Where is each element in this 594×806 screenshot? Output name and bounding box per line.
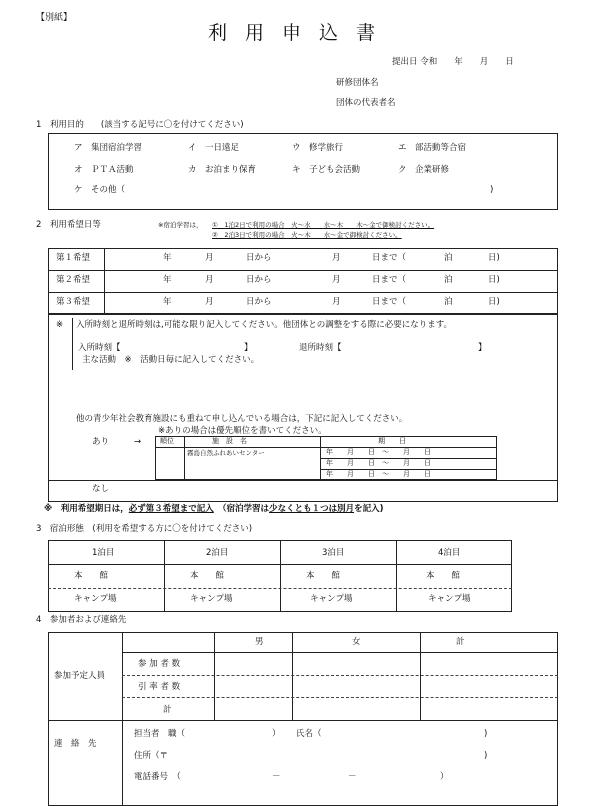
footnote-e: を記入): [354, 504, 384, 514]
night-4-header: 4泊目: [438, 548, 461, 558]
purpose-other-close: ): [490, 185, 494, 195]
address-close: ): [484, 751, 488, 761]
col-female: 女: [352, 637, 361, 647]
wish-1-month-end[interactable]: 月: [332, 253, 341, 263]
purpose-option-ki[interactable]: キ 子ども会活動: [292, 165, 361, 175]
purpose-option-o[interactable]: オ ＰＴＡ活動: [74, 165, 134, 175]
no-label[interactable]: なし: [92, 484, 110, 494]
wish-1-days[interactable]: 日): [488, 253, 500, 263]
wish-3-day-until[interactable]: 日まで（: [372, 297, 407, 307]
section4-heading: 4 参加者および連絡先: [36, 615, 127, 625]
time-note-asterisk: ※: [56, 320, 64, 330]
wish-1-label: 第１希望: [56, 253, 91, 263]
stay-note-prefix: ※宿泊学習は，: [158, 221, 203, 229]
phone-dash-1: －: [272, 772, 281, 782]
wish-2-label: 第２希望: [56, 275, 91, 285]
stay-note-1: ① 1泊2日で利用の場合 火～水 水～木 木～金で御検討ください。: [212, 221, 435, 229]
wish-3-label: 第３希望: [56, 297, 91, 307]
group-name-label: 研修団体名: [336, 78, 379, 88]
wish-3-nights[interactable]: 泊: [444, 297, 453, 307]
person-title-field[interactable]: 担当者 職（: [134, 729, 186, 739]
night-1-camp[interactable]: キャンプ場: [74, 594, 117, 604]
col-male: 男: [255, 637, 264, 647]
wish-2-days[interactable]: 日): [488, 275, 500, 285]
yes-label[interactable]: あり: [92, 437, 110, 447]
wish-2-month-end[interactable]: 月: [332, 275, 341, 285]
night-2-main-hall[interactable]: 本 館: [190, 571, 225, 581]
wish-1-day-from[interactable]: 日から: [246, 253, 272, 263]
footnote-a: ※ 利用希望期日は，: [44, 504, 129, 514]
night-1-header: 1泊目: [92, 548, 115, 558]
footnote-c: （宿泊学習は: [222, 504, 270, 514]
person-title-close: ）: [272, 729, 281, 739]
leaders-row[interactable]: 引 率 者 数: [138, 682, 181, 692]
wish-2-nights[interactable]: 泊: [444, 275, 453, 285]
wish-1-year[interactable]: 年: [163, 253, 172, 263]
checkin-label[interactable]: 入所時刻【: [78, 343, 121, 353]
page-title: 利用申込書: [208, 22, 394, 44]
period-header: 期 日: [378, 437, 406, 445]
wish-3-days[interactable]: 日): [488, 297, 500, 307]
night-3-main-hall[interactable]: 本 館: [306, 571, 341, 581]
checkin-close: 】: [244, 343, 253, 353]
night-3-camp[interactable]: キャンプ場: [310, 594, 353, 604]
purpose-option-e[interactable]: エ 部活動等合宿: [398, 143, 467, 153]
night-4-main-hall[interactable]: 本 館: [426, 571, 461, 581]
wish-2-day-until[interactable]: 日まで（: [372, 275, 407, 285]
total-row: 計: [163, 705, 172, 715]
wish-3-year[interactable]: 年: [163, 297, 172, 307]
phone-field[interactable]: 電話番号 （: [134, 772, 181, 782]
purpose-option-u[interactable]: ウ 修学旅行: [292, 143, 344, 153]
night-3-header: 3泊目: [322, 548, 345, 558]
participants-table: [48, 632, 558, 806]
representative-label: 団体の代表者名: [336, 98, 396, 108]
night-2-camp[interactable]: キャンプ場: [190, 594, 233, 604]
wish-1-nights[interactable]: 泊: [444, 253, 453, 263]
contact-label: 連 絡 先: [54, 739, 97, 749]
period-row-3[interactable]: 年 月 日 ～ 月 日: [326, 470, 431, 478]
submit-date: 提出日 令和 年 月 日: [392, 57, 514, 67]
wish-2-year[interactable]: 年: [163, 275, 172, 285]
rank-header: 順位: [160, 437, 174, 445]
wish-table: [48, 248, 558, 314]
wish-3-day-from[interactable]: 日から: [246, 297, 272, 307]
night-2-header: 2泊目: [206, 548, 229, 558]
wish-1-day-until[interactable]: 日まで（: [372, 253, 407, 263]
wish-1-month[interactable]: 月: [205, 253, 214, 263]
wish-3-month-end[interactable]: 月: [332, 297, 341, 307]
purpose-option-a[interactable]: ア 集団宿泊学習: [74, 143, 143, 153]
priority-note: ※ありの場合は優先順位を書いてください。: [158, 426, 327, 436]
purpose-option-i[interactable]: イ 一日遠足: [188, 143, 240, 153]
wish-3-month[interactable]: 月: [205, 297, 214, 307]
arrow: →: [134, 437, 142, 447]
footnote-b: 必ず第３希望まで記入: [128, 504, 214, 514]
person-name-field[interactable]: 氏名（: [296, 729, 322, 739]
facility-header: 施 設 名: [212, 437, 247, 445]
night-1-main-hall[interactable]: 本 館: [74, 571, 109, 581]
activity-label[interactable]: 主な活動 ※ 活動日毎に記入してください。: [82, 355, 260, 365]
purpose-option-ku[interactable]: ク 企業研修: [398, 165, 450, 175]
footnote-d: 少なくとも１つは別月: [269, 504, 355, 514]
attachment-label: 【別紙】: [36, 13, 73, 23]
time-note: 入所時刻と退所時刻は,可能な限り記入してください。他団体との調整をする際に必要になります。: [76, 320, 453, 330]
col-total: 計: [456, 637, 465, 647]
purpose-option-other[interactable]: ケ その他（: [74, 185, 126, 195]
other-facility-note: 他の青少年社会教育施設にも重ねて申し込んでいる場合は，下記に記入してください。: [76, 414, 408, 424]
checkout-close: 】: [478, 343, 487, 353]
phone-dash-2: －: [348, 772, 357, 782]
stay-note-2: ② 2泊3日で利用の場合 火～木 水～金で御検討ください。: [212, 231, 402, 239]
section2-heading: 2 利用希望日等: [36, 220, 101, 230]
facility-name: 霧島自然ふれあいセンター: [187, 449, 265, 457]
address-field[interactable]: 住所（〒: [134, 751, 169, 761]
person-name-close: ): [484, 729, 488, 739]
section3-heading: 3 宿泊形態 (利用を希望する方に〇を付けてください): [36, 524, 253, 534]
section1-heading: 1 利用目的 (該当する記号に〇を付けてください): [36, 120, 244, 130]
period-row-2[interactable]: 年 月 日 ～ 月 日: [326, 459, 431, 467]
wish-2-day-from[interactable]: 日から: [246, 275, 272, 285]
purpose-option-ka[interactable]: カ お泊まり保育: [188, 165, 257, 175]
wish-2-month[interactable]: 月: [205, 275, 214, 285]
night-4-camp[interactable]: キャンプ場: [428, 594, 471, 604]
period-row-1[interactable]: 年 月 日 ～ 月 日: [326, 448, 431, 456]
checkout-label[interactable]: 退所時刻【: [299, 343, 342, 353]
phone-close: ）: [440, 772, 449, 782]
participants-row[interactable]: 参 加 者 数: [138, 659, 181, 669]
planned-label: 参加予定人員: [54, 671, 106, 681]
